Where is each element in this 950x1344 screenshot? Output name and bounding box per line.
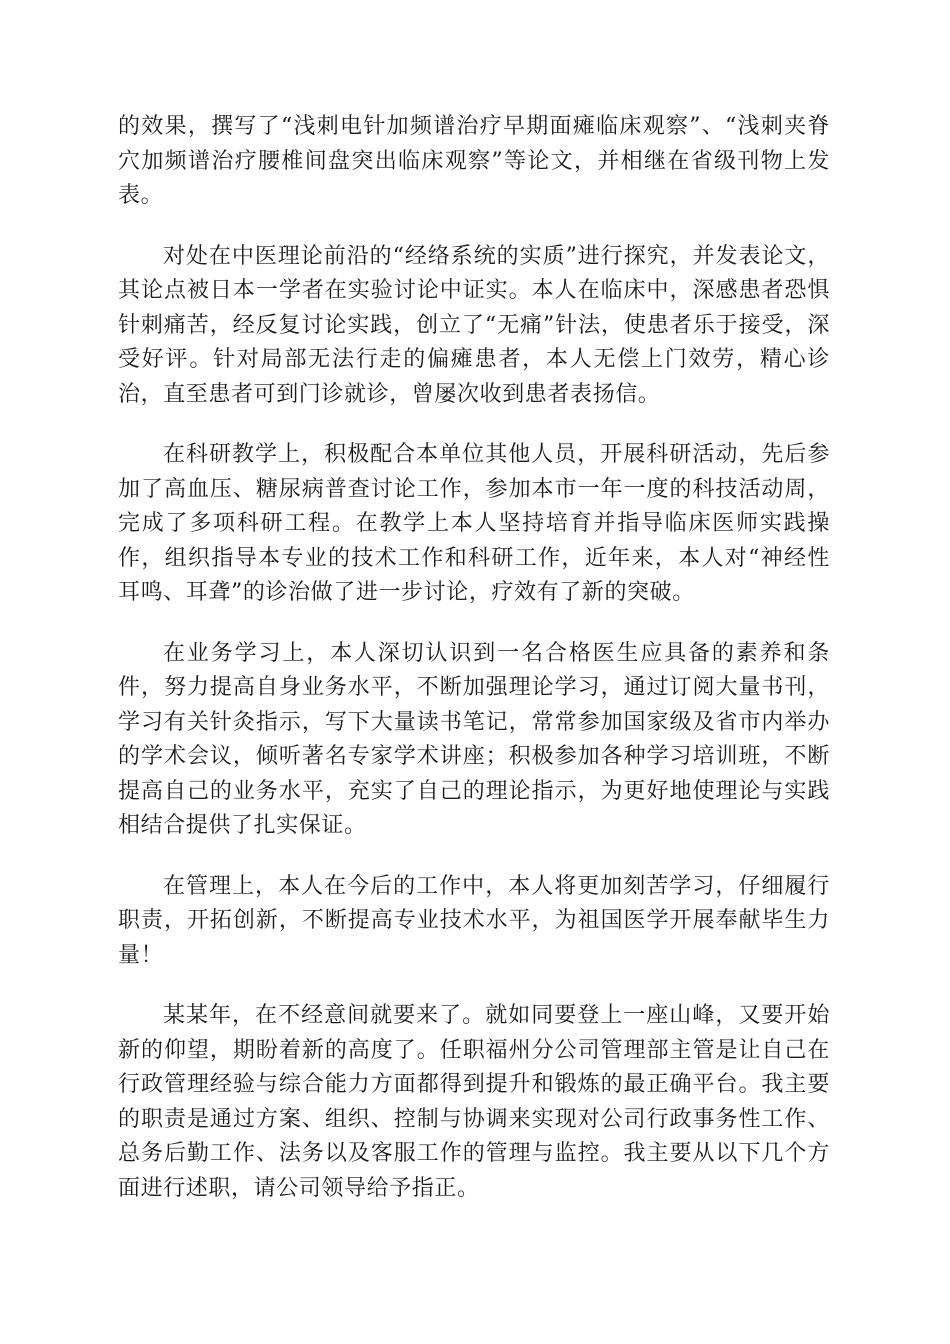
paragraph-research-teaching: 在科研教学上，积极配合本单位其他人员，开展科研活动，先后参加了高血压、糖尿病普查讨论工作，参加本市一年一度的科技活动周，完成了多项科研工程。在教学上本人坚持培育并指导临床医师实践操作，组织指导本专业的技术工作和科研工作，近年来，本人对“神经性耳鸣、耳聋”的诊治做了进一步讨论，疗效有了新的突破。: [118, 442, 830, 605]
document-body: [118, 110, 830, 1232]
paragraph-professional-study: 在业务学习上，本人深切认识到一名合格医生应具备的素养和条件，努力提高自身业务水平，不断加强理论学习，通过订阅大量书刊，学习有关针灸指示，写下大量读书笔记，常常参加国家级及省市内举办的学术会议，倾听著名专家学术讲座；积极参加各种学习培训班，不断提高自己的业务水平，充实了自己的理论指示，为更好地使理论与实践相结合提供了扎实保证。: [118, 640, 830, 838]
paragraph-meridian-research: 对处在中医理论前沿的“经络系统的实质”进行探究，并发表论文，其论点被日本一学者在实验讨论中证实。本人在临床中，深感患者恐惧针刺痛苦，经反复讨论实践，创立了“无痛”针法，使患者乐于接受，深受好评。针对局部无法行走的偏瘫患者，本人无偿上门效劳，精心诊治，直至患者可到门诊就诊，曾屡次收到患者表扬信。: [118, 243, 830, 407]
paragraph-continuation: 的效果，撰写了“浅刺电针加频谱治疗早期面瘫临床观察”、“浅刺夹脊穴加频谱治疗腰椎间盘突出临床观察”等论文，并相继在省级刊物上发表。: [118, 114, 830, 208]
paragraph-management: 在管理上，本人在今后的工作中，本人将更加刻苦学习，仔细履行职责，开拓创新，不断提高专业技术水平，为祖国医学开展奉献毕生力量！: [118, 873, 830, 968]
paragraph-annual-report: 某某年，在不经意间就要来了。就如同要登上一座山峰，又要开始新的仰望，期盼着新的高度了。任职福州分公司管理部主管是让自己在行政管理经验与综合能力方面都得到提升和锻炼的最正确平台。我主要的职责是通过方案、组织、控制与协调来实现对公司行政事务性工作、总务后勤工作、法务以及客服工作的管理与监控。我主要从以下几个方面进行述职，请公司领导给予指正。: [118, 1003, 830, 1201]
